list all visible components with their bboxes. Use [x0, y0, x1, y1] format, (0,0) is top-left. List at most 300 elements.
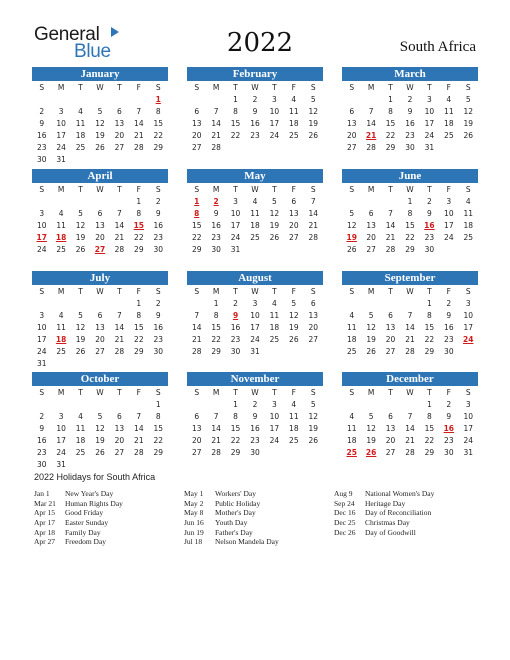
day-cell: 25 — [56, 347, 66, 356]
month-header: January — [32, 67, 168, 81]
day-cell: 27 — [346, 143, 357, 152]
day-cell: 2 — [155, 197, 161, 206]
day-cell: 23 — [211, 233, 221, 242]
empty-day-cell — [90, 94, 109, 106]
weekday-label: S — [39, 287, 45, 296]
empty-day-cell — [90, 459, 109, 471]
day-cell: 11 — [346, 424, 357, 433]
holiday-entry — [184, 518, 279, 528]
day-cell: 13 — [191, 424, 202, 433]
day-cell: 13 — [114, 119, 125, 128]
day-cell: 20 — [95, 335, 105, 344]
day-cell: 6 — [117, 107, 122, 116]
day-cell: 14 — [385, 221, 396, 230]
day-cell: 28 — [308, 233, 319, 242]
empty-day-cell — [381, 399, 400, 411]
day-cell: 11 — [75, 424, 86, 433]
day-cell: 4 — [78, 412, 83, 421]
day-cell: 18 — [269, 323, 280, 332]
day-cell: 1 — [427, 400, 432, 409]
weekday-label: S — [155, 83, 161, 92]
day-cell: 15 — [230, 119, 241, 128]
holiday-name: Day of Reconciliation — [365, 508, 432, 518]
weekday-label: S — [310, 287, 316, 296]
holiday-date: Jun 16 — [184, 518, 204, 528]
day-cell: 19 — [289, 323, 299, 332]
day-cell: 7 — [213, 107, 219, 116]
day-cell: 10 — [463, 311, 474, 320]
day-cell: 24 — [424, 131, 435, 140]
day-cell: 3 — [272, 95, 277, 104]
holiday-name: Day of Goodwill — [365, 527, 416, 537]
empty-day-cell — [32, 399, 51, 411]
day-cell: 28 — [191, 347, 202, 356]
day-cell: 26 — [289, 335, 299, 344]
day-cell: 3 — [252, 299, 258, 308]
day-cell: 19 — [75, 233, 86, 242]
empty-day-cell — [51, 196, 70, 208]
empty-day-cell — [110, 399, 129, 411]
empty-day-cell — [71, 298, 90, 310]
empty-day-cell — [265, 346, 284, 358]
holiday-entry — [334, 489, 434, 499]
empty-day-cell — [361, 399, 380, 411]
empty-day-cell — [187, 399, 206, 411]
week-row — [342, 322, 478, 334]
day-cell: 22 — [424, 436, 435, 445]
day-cell: 20 — [346, 131, 357, 140]
day-cell: 5 — [97, 107, 103, 116]
day-cell: 28 — [114, 347, 125, 356]
day-cell: 12 — [269, 209, 280, 218]
empty-day-cell — [206, 94, 225, 106]
weekday-label: T — [233, 185, 238, 194]
empty-day-cell — [90, 399, 109, 411]
weekday-label: T — [78, 388, 83, 397]
day-cell: 29 — [211, 347, 221, 356]
holiday-name: Family Day — [65, 527, 101, 537]
weekday-label: W — [251, 185, 259, 194]
weekday-row — [187, 183, 323, 196]
week-row — [32, 399, 168, 411]
empty-day-cell — [32, 196, 51, 208]
week-row — [187, 310, 323, 322]
week-row — [342, 346, 478, 358]
empty-day-cell — [342, 399, 361, 411]
day-cell: 18 — [289, 424, 299, 433]
week-row — [187, 447, 323, 459]
empty-day-cell — [110, 196, 129, 208]
month-june — [342, 169, 478, 256]
holiday-entry — [34, 537, 123, 547]
empty-day-cell — [149, 154, 168, 166]
empty-day-cell — [90, 298, 109, 310]
weekday-label: S — [155, 185, 161, 194]
day-cell: 16 — [153, 323, 164, 332]
week-row — [187, 411, 323, 423]
weekday-label: W — [251, 83, 259, 92]
day-cell: 3 — [446, 197, 452, 206]
weekday-label: S — [39, 185, 45, 194]
week-row — [187, 208, 323, 220]
week-row — [187, 142, 323, 154]
day-cell: 17 — [444, 221, 454, 230]
empty-day-cell — [304, 447, 323, 459]
week-row — [32, 154, 168, 166]
day-cell: 3 — [465, 400, 471, 409]
day-cell: 10 — [56, 119, 66, 128]
day-cell: 17 — [463, 323, 474, 332]
day-cell: 4 — [58, 209, 64, 218]
empty-day-cell — [439, 244, 458, 256]
day-cell: 10 — [269, 412, 280, 421]
day-cell: 5 — [349, 209, 355, 218]
weekday-row — [187, 81, 323, 94]
weekday-row — [342, 81, 478, 94]
day-cell: 13 — [366, 221, 376, 230]
day-cell: 9 — [155, 209, 161, 218]
day-cell: 5 — [272, 197, 277, 206]
day-cell: 23 — [250, 131, 260, 140]
weekday-label: W — [406, 287, 414, 296]
holiday-day-cell: 17 — [36, 233, 47, 242]
weekday-label: M — [367, 83, 375, 92]
month-november — [187, 372, 323, 459]
holiday-day-cell: 15 — [133, 221, 145, 230]
day-cell: 31 — [230, 245, 241, 254]
week-row — [187, 244, 323, 256]
week-row — [32, 106, 168, 118]
day-cell: 15 — [385, 119, 396, 128]
holiday-name: Christmas Day — [365, 518, 410, 528]
day-cell: 12 — [366, 323, 376, 332]
weekday-label: M — [57, 287, 65, 296]
day-cell: 9 — [446, 412, 452, 421]
weekday-label: F — [446, 83, 451, 92]
empty-day-cell — [361, 196, 380, 208]
weekday-label: W — [96, 83, 104, 92]
weekday-label: S — [39, 83, 45, 92]
day-cell: 26 — [95, 448, 105, 457]
day-cell: 17 — [463, 424, 474, 433]
day-cell: 22 — [153, 131, 164, 140]
day-cell: 16 — [36, 436, 47, 445]
empty-day-cell — [129, 399, 148, 411]
weekday-label: W — [96, 287, 104, 296]
day-cell: 26 — [75, 245, 86, 254]
week-row — [342, 118, 478, 130]
day-cell: 5 — [310, 95, 316, 104]
week-row — [342, 310, 478, 322]
week-row — [32, 411, 168, 423]
empty-day-cell — [71, 196, 90, 208]
empty-day-cell — [187, 298, 206, 310]
day-cell: 2 — [252, 95, 258, 104]
weekday-label: S — [155, 287, 161, 296]
week-row — [342, 423, 478, 435]
day-cell: 16 — [211, 221, 221, 230]
day-cell: 17 — [36, 335, 47, 344]
empty-day-cell — [51, 94, 70, 106]
day-cell: 14 — [366, 119, 376, 128]
day-cell: 22 — [191, 233, 202, 242]
day-cell: 1 — [388, 95, 393, 104]
day-cell: 23 — [250, 436, 260, 445]
day-cell: 15 — [211, 323, 221, 332]
empty-day-cell — [304, 244, 323, 256]
day-cell: 13 — [308, 311, 319, 320]
day-cell: 5 — [78, 209, 83, 218]
weekday-label: W — [406, 185, 414, 194]
week-row — [342, 130, 478, 142]
day-cell: 16 — [444, 323, 454, 332]
day-cell: 19 — [308, 119, 319, 128]
day-cell: 4 — [252, 197, 258, 206]
day-cell: 15 — [405, 221, 415, 230]
holiday-date: Apr 15 — [34, 508, 56, 518]
day-cell: 7 — [407, 412, 413, 421]
day-cell: 11 — [289, 412, 299, 421]
week-row — [32, 118, 168, 130]
day-cell: 21 — [191, 335, 202, 344]
empty-day-cell — [71, 94, 90, 106]
logo — [34, 24, 114, 60]
day-cell: 1 — [233, 400, 238, 409]
empty-day-cell — [129, 94, 148, 106]
day-cell: 30 — [153, 245, 164, 254]
holiday-name: Freedom Day — [65, 537, 107, 547]
day-cell: 31 — [463, 448, 474, 457]
day-cell: 5 — [78, 311, 83, 320]
holiday-date: May 1 — [184, 489, 204, 498]
day-cell: 18 — [346, 335, 357, 344]
day-cell: 10 — [36, 323, 47, 332]
day-cell: 4 — [291, 95, 297, 104]
weekday-label: M — [212, 185, 220, 194]
day-cell: 2 — [446, 299, 452, 308]
day-cell: 14 — [211, 424, 221, 433]
week-row — [342, 208, 478, 220]
month-september — [342, 271, 478, 358]
day-cell: 28 — [405, 347, 415, 356]
day-cell: 5 — [291, 299, 297, 308]
day-cell: 26 — [308, 131, 319, 140]
empty-day-cell — [71, 358, 90, 370]
holiday-date: Aug 9 — [334, 489, 353, 498]
week-row — [32, 94, 168, 106]
day-cell: 19 — [308, 424, 319, 433]
day-cell: 20 — [95, 233, 105, 242]
logo-triangle-icon — [111, 27, 119, 37]
day-cell: 25 — [289, 131, 299, 140]
day-cell: 3 — [272, 400, 277, 409]
empty-day-cell — [110, 358, 129, 370]
weekday-label: T — [427, 388, 432, 397]
holiday-entry — [184, 528, 279, 538]
day-cell: 25 — [75, 143, 86, 152]
day-cell: 21 — [134, 436, 144, 445]
day-cell: 11 — [56, 323, 66, 332]
weekday-label: T — [117, 185, 122, 194]
day-cell: 13 — [191, 119, 202, 128]
day-cell: 20 — [191, 131, 202, 140]
week-row — [32, 447, 168, 459]
calendar-year: 2022 — [226, 28, 294, 58]
day-cell: 8 — [155, 412, 161, 421]
day-cell: 18 — [463, 221, 474, 230]
day-cell: 23 — [36, 143, 47, 152]
day-cell: 7 — [117, 209, 122, 218]
weekday-label: S — [39, 388, 45, 397]
week-row — [187, 118, 323, 130]
day-cell: 8 — [407, 209, 413, 218]
weekday-label: W — [251, 287, 259, 296]
weekday-label: T — [78, 287, 83, 296]
day-cell: 24 — [36, 245, 47, 254]
holiday-name: New Year's Day — [65, 489, 114, 498]
holiday-date: Mar 21 — [34, 498, 56, 508]
week-row — [32, 423, 168, 435]
weekday-label: S — [349, 185, 355, 194]
weekday-label: M — [367, 388, 375, 397]
holiday-date: Dec 26 — [334, 527, 356, 537]
day-cell: 21 — [385, 233, 396, 242]
holiday-date: May 2 — [184, 498, 204, 508]
day-cell: 9 — [39, 424, 45, 433]
day-cell: 3 — [39, 311, 45, 320]
day-cell: 2 — [252, 400, 258, 409]
day-cell: 29 — [191, 245, 202, 254]
day-cell: 29 — [424, 347, 435, 356]
holiday-entry — [34, 528, 123, 538]
day-cell: 13 — [289, 209, 299, 218]
day-cell: 31 — [424, 143, 435, 152]
empty-day-cell — [459, 244, 478, 256]
empty-day-cell — [400, 298, 419, 310]
weekday-label: F — [136, 185, 141, 194]
empty-day-cell — [71, 459, 90, 471]
day-cell: 20 — [308, 323, 319, 332]
weekday-label: F — [291, 287, 296, 296]
day-cell: 26 — [95, 143, 105, 152]
weekday-row — [32, 285, 168, 298]
day-cell: 14 — [134, 119, 144, 128]
weekday-label: S — [194, 83, 200, 92]
day-cell: 26 — [75, 347, 86, 356]
empty-day-cell — [32, 94, 51, 106]
week-row — [187, 232, 323, 244]
day-cell: 5 — [368, 311, 374, 320]
empty-day-cell — [342, 196, 361, 208]
week-row — [342, 298, 478, 310]
day-cell: 27 — [191, 143, 202, 152]
day-cell: 12 — [95, 424, 105, 433]
holiday-day-cell: 21 — [365, 131, 377, 140]
day-cell: 25 — [444, 131, 454, 140]
day-cell: 12 — [463, 107, 474, 116]
day-cell: 16 — [36, 131, 47, 140]
weekday-label: T — [388, 83, 393, 92]
day-cell: 15 — [424, 424, 435, 433]
weekday-label: S — [465, 388, 471, 397]
day-cell: 27 — [385, 347, 396, 356]
weekday-label: S — [349, 388, 355, 397]
empty-day-cell — [90, 358, 109, 370]
day-cell: 30 — [444, 448, 454, 457]
empty-day-cell — [361, 94, 380, 106]
week-row — [187, 130, 323, 142]
day-cell: 16 — [405, 119, 415, 128]
month-may — [187, 169, 323, 256]
day-cell: 20 — [114, 131, 125, 140]
weekday-label: T — [78, 185, 83, 194]
weekday-label: S — [194, 388, 200, 397]
day-cell: 21 — [308, 221, 319, 230]
day-cell: 30 — [424, 245, 435, 254]
day-cell: 9 — [446, 311, 452, 320]
day-cell: 27 — [95, 347, 105, 356]
day-cell: 14 — [211, 119, 221, 128]
holiday-date: May 8 — [184, 508, 204, 518]
empty-day-cell — [245, 142, 264, 154]
day-cell: 10 — [269, 107, 280, 116]
weekday-label: T — [272, 388, 277, 397]
week-row — [342, 435, 478, 447]
weekday-label: T — [388, 185, 393, 194]
month-header: March — [342, 67, 478, 81]
day-cell: 21 — [114, 335, 125, 344]
day-cell: 4 — [78, 107, 83, 116]
week-row — [187, 220, 323, 232]
weekday-label: T — [388, 287, 393, 296]
day-cell: 5 — [97, 412, 103, 421]
day-cell: 26 — [308, 436, 319, 445]
day-cell: 7 — [368, 107, 374, 116]
day-cell: 13 — [385, 323, 396, 332]
day-cell: 25 — [289, 436, 299, 445]
weekday-label: W — [96, 185, 104, 194]
holiday-day-cell: 8 — [194, 209, 200, 218]
day-cell: 15 — [134, 323, 144, 332]
day-cell: 29 — [405, 245, 415, 254]
day-cell: 14 — [405, 323, 415, 332]
day-cell: 17 — [269, 424, 280, 433]
weekday-label: F — [291, 83, 296, 92]
day-cell: 12 — [289, 311, 299, 320]
day-cell: 15 — [153, 424, 164, 433]
month-header: February — [187, 67, 323, 81]
day-cell: 8 — [136, 209, 142, 218]
weekday-row — [342, 386, 478, 399]
day-cell: 25 — [56, 245, 66, 254]
day-cell: 30 — [444, 347, 454, 356]
day-cell: 5 — [368, 412, 374, 421]
day-cell: 21 — [405, 436, 415, 445]
day-cell: 24 — [269, 436, 280, 445]
week-row — [32, 346, 168, 358]
day-cell: 25 — [269, 335, 280, 344]
day-cell: 25 — [463, 233, 474, 242]
day-cell: 12 — [95, 119, 105, 128]
holiday-entry — [334, 518, 434, 528]
day-cell: 21 — [134, 131, 144, 140]
empty-day-cell — [51, 298, 70, 310]
day-cell: 27 — [308, 335, 319, 344]
empty-day-cell — [129, 358, 148, 370]
day-cell: 29 — [230, 448, 241, 457]
holiday-entry — [334, 499, 434, 509]
week-row — [342, 106, 478, 118]
